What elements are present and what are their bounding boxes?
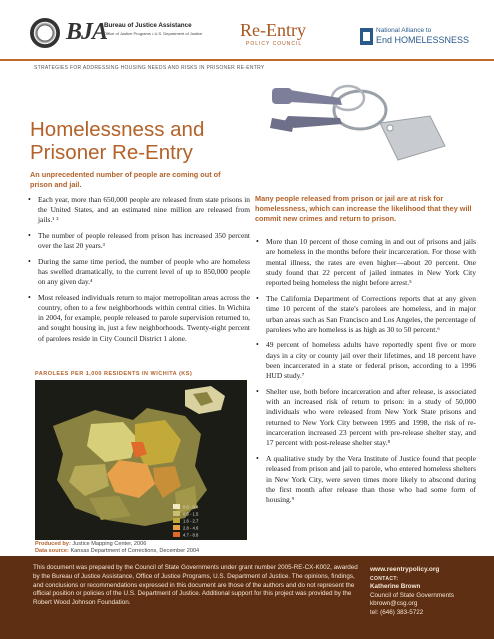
bja-subtitle: Office of Justice Programs • U.S. Department of Justice xyxy=(104,31,203,36)
page-title xyxy=(30,118,270,164)
contact-name: Katherine Brown xyxy=(370,583,421,591)
credit-produced: Justice Mapping Center, 2006 xyxy=(72,541,147,547)
bja-logo: BJA xyxy=(66,19,108,45)
footer-disclaimer: This document was prepared by the Council of State Governments under grant number 2005-RE-CX-K002, awarded by the Bureau of Justice Assistance, Office of Justice Programs, U.S. Department of Justice. The opinions, findings, and conclusions or recommendations expressed in this document are those of the authors and do not represent the official position or policies of the U.S. Department of Justice. Additional support for this project was provided by the Robert Wood Johnson Foundation. xyxy=(33,564,358,607)
naeh-name-line2: End HOMELESSNESS xyxy=(376,35,470,45)
list-item: • A qualitative study by the Vera Institute of Justice found that people released from prison and jail to parole, who entered homeless shelters in New York City, were seven times more likely to abscond during the first month after release than those who had some form of housing.⁹ xyxy=(256,454,476,506)
map-title: PAROLEES PER 1,000 RESIDENTS IN WICHITA (KS) xyxy=(35,371,193,377)
title-line-2: Prisoner Re-Entry xyxy=(30,141,193,164)
right-bullet-list xyxy=(256,237,476,511)
legend-swatch-5 xyxy=(173,532,180,537)
legend-label: 4.7 - 8.8 xyxy=(183,532,199,538)
naeh-name-line1: National Alliance to xyxy=(376,27,432,34)
reentry-subtitle: POLICY COUNCIL xyxy=(246,41,303,47)
list-item: • During the same time period, the number of people who are homeless has swelled dramatically, to the current level of up to 850,000 people on any given day.⁴ xyxy=(28,257,250,288)
naeh-house-icon xyxy=(360,28,373,45)
list-item: • Each year, more than 650,000 people are released from state prisons in the United States, and an estimated nine million are released from jails.¹ ² xyxy=(28,195,250,226)
legend-label: 0.5 - 1.5 xyxy=(183,511,199,517)
bja-name: Bureau of Justice Assistance xyxy=(104,22,192,29)
legend-swatch-2 xyxy=(173,511,180,516)
list-item: • 49 percent of homeless adults have reportedly spent five or more days in a city or county jail over their lifetimes, and 18 percent have been incarcerated in a state or federal prison, according to a 1996 HUD study.⁷ xyxy=(256,340,476,381)
header-logos xyxy=(0,0,494,58)
reentry-logo: Re-Entry xyxy=(240,20,306,40)
keys-photo xyxy=(270,68,460,183)
contact-phone: tel: (646) 383-5722 xyxy=(370,608,424,616)
contact-label: CONTACT: xyxy=(370,575,399,582)
strapline: STRATEGIES FOR ADDRESSING HOUSING NEEDS AND RISKS IN PRISONER RE-ENTRY xyxy=(34,65,265,71)
title-line-1: Homelessness and xyxy=(30,118,205,141)
wichita-parolee-map xyxy=(35,380,247,540)
credit-produced-label: Produced by: xyxy=(35,541,71,547)
website-link[interactable]: www.reentrypolicy.org xyxy=(370,566,440,573)
map-credit xyxy=(35,541,199,555)
credit-source: Kansas Department of Corrections, December 2004 xyxy=(70,548,200,554)
contact-email[interactable]: kbrown@csg.org xyxy=(370,600,418,608)
list-item: • The California Department of Corrections reports that at any given time 10 percent of the state's parolees are homeless, and in major urban areas such as San Francisco and Los Angeles, the percentage of parolees who are homeless is as high as 30 to 50 percent.⁶ xyxy=(256,294,476,335)
legend-label: 1.6 - 2.7 xyxy=(183,518,199,524)
legend-swatch-3 xyxy=(173,518,180,523)
header-rule xyxy=(0,59,494,61)
contact-org: Council of State Governments xyxy=(370,591,454,599)
legend-swatch-4 xyxy=(173,525,180,530)
left-bullet-list xyxy=(28,195,250,349)
contact-block xyxy=(370,566,454,618)
list-item: • More than 10 percent of those coming in and out of prisons and jails are homeless in the months before their incarceration. For those with mental illness, the rates are even higher—about 20 percent. One study found that 22 percent of jailed inmates in New York City reported being homeless the night before arrest.⁵ xyxy=(256,237,476,289)
side-lead-paragraph: Many people released from prison or jail are at risk for homelessness, which can increase the likelihood that they will commit new crimes and return to prison. xyxy=(255,194,472,223)
list-item: • Shelter use, both before incarceration and after release, is associated with an increased risk of return to prison: in a study of 50,000 individuals who were released from New York State prisons and returned to New York City between 1995 and 1998, the risk of re-incarceration increased 23 percent with pre-release shelter stay, and 17 percent with post-release shelter stay.⁸ xyxy=(256,387,476,449)
list-item: • Most released individuals return to major metropolitan areas across the country, often to a few neighborhoods within central cities. In Wichita in 2004, for example, people released to parole supervision returned to, and sought housing in, just a few neighborhoods. Twenty-eight percent of parolees reside in City Council District 1 alone. xyxy=(28,293,250,344)
lead-paragraph: An unprecedented number of people are coming out of prison and jail. xyxy=(30,170,221,189)
list-item: • The number of people released from prison has increased 350 percent over the last 20 years.³ xyxy=(28,231,250,251)
legend-swatch-1 xyxy=(173,504,180,509)
legend-label: 2.8 - 4.6 xyxy=(183,525,199,531)
credit-source-label: Data source: xyxy=(35,548,69,554)
doj-seal-icon xyxy=(30,18,60,48)
legend-label: 0.0 - 0.4 xyxy=(183,504,199,510)
